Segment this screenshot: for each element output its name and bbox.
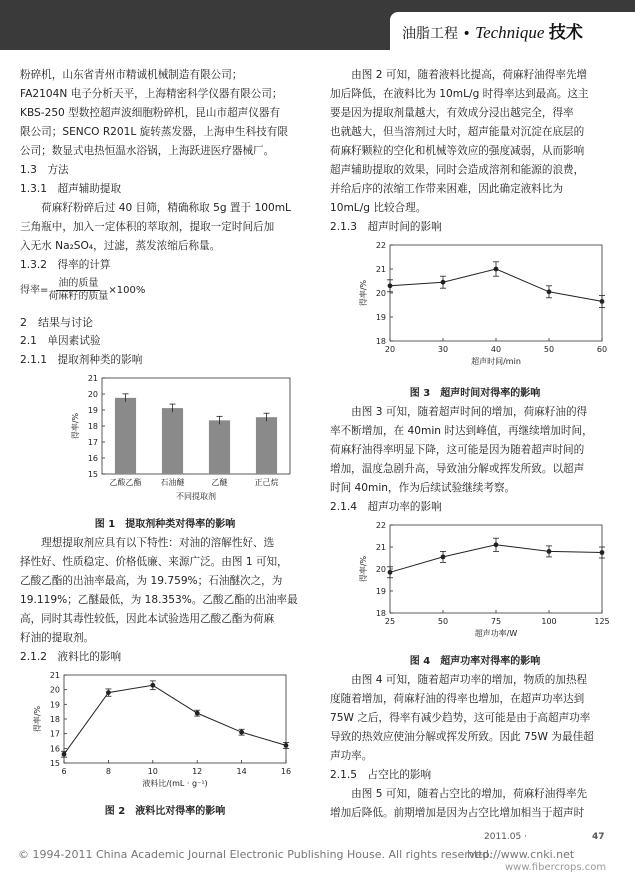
text-line: 粉碎机，山东省青州市精诚机械制造有限公司； [20,69,243,81]
data-point [494,542,499,547]
formula-denominator: 荷麻籽的质量 [48,290,109,302]
text-line: 导致的热效应使油分解或挥发所致。因此 75W 为最佳超 [330,731,594,743]
intro-equipment [20,66,310,161]
y-tick-label: 19 [375,587,386,596]
fig4-caption: 图 4 超声功率对得率的影响 [409,656,541,667]
x-tick-label: 16 [280,767,292,776]
y-tick-label: 17 [87,438,98,447]
bar [209,420,230,474]
text-line: 荷麻籽颗粒的空化和机械等效应的强度减弱，从而影响 [330,145,585,157]
text-line: 增加，温度急剧升高，导致油分解或挥发所致。以超声 [330,463,585,475]
text-line: 时间 40min，作为后续试验继续考察。 [330,482,516,494]
x-tick-label: 14 [236,767,247,776]
y-tick-label: 21 [375,543,386,552]
data-point [150,683,155,688]
header-section: 油脂工程 [402,26,458,42]
data-point [547,289,552,294]
y-tick-label: 19 [49,700,60,710]
text-line: 增加后降低。前期增加是因为占空比增加相当于超声时 [330,807,585,819]
text-line: FA2104N 电子分析天平，上海精密科学仪器有限公司； [20,88,283,100]
x-tick-label: 25 [384,617,396,626]
text-line: 率不断增加，在 40min 时达到峰值，再继续增加时间， [330,425,593,437]
x-tick-label: 60 [596,345,608,354]
fig1-chart [20,370,310,508]
formula-multiplier: ×100% [108,284,146,296]
y-tick-label: 21 [49,671,60,680]
section-heading: 2.1.4 超声功率的影响 [330,501,442,513]
x-tick-label: 8 [105,767,111,776]
text-line: 限公司；SENCO R201L 旋转蒸发器，上海申生科技有限 [20,126,288,138]
figure-4 [330,517,620,671]
header-brand-cn: 技术 [548,23,583,43]
section-heading: 1.3.1 超声辅助提取 [20,183,122,195]
text-line: 择性好、性质稳定、价格低廉、来源广泛。由图 1 可知， [20,556,288,568]
x-axis-label: 液料比/(mL · g⁻¹) [142,779,208,788]
left-column [20,66,310,821]
bar [115,398,136,474]
section-heading: 2.1.2 液料比的影响 [20,651,122,663]
y-tick-label: 17 [49,729,60,739]
section-heading: 2.1 单因素试验 [20,335,101,347]
text-line: KBS-250 型数控超声波细胞粉碎机，昆山市超声仪器有 [20,107,281,119]
text-line: 并给后序的浓缩工作带来困难，因此确定液料比为 [330,183,564,195]
fig2-chart [20,667,310,795]
text-line: 入无水 Na₂SO₄，过滤，蒸发浓缩后称量。 [20,240,221,252]
text-line: 要是因为提取剂量越大，有效成分浸出越完全，得率 [330,107,574,119]
y-tick-label: 16 [49,744,60,754]
text-line: 由图 2 可知，随着液料比提高，荷麻籽油得率先增 [330,69,588,81]
series-line [64,685,286,754]
y-tick-label: 21 [87,374,98,383]
text-line: 三角瓶中，加入一定体积的萃取剂，提取一定时间后加 [20,221,275,233]
data-point [284,743,289,748]
x-tick-label: 100 [541,617,557,626]
y-tick-label: 18 [375,337,386,346]
formula-fraction [48,278,108,303]
fig3-caption: 图 3 超声时间对得率的影响 [409,388,541,399]
copyright-notice: © 1994-2011 China Academic Journal Electronic Publishing House. All rights reserved. [18,848,493,861]
x-tick-label: 20 [384,345,396,354]
footer [0,832,635,875]
data-point [600,299,605,304]
x-tick-label: 30 [437,345,449,354]
fig1-caption: 图 1 提取剂种类对得率的影响 [94,519,236,530]
data-point [547,549,552,554]
x-tick-label: 乙酸乙酯 [109,478,142,487]
fig2-caption: 图 2 液料比对得率的影响 [104,806,226,817]
bar [162,408,183,474]
plot-frame [64,675,286,763]
y-tick-label: 15 [87,470,98,479]
section-heading: 2.1.3 超声时间的影响 [330,221,442,233]
figure-1 [20,370,310,534]
x-axis-label: 超声功率/W [474,629,518,638]
y-tick-label: 20 [49,685,60,695]
y-tick-label: 18 [87,422,98,431]
plot-frame [390,245,602,341]
x-tick-label: 乙醚 [211,478,228,487]
x-tick-label: 75 [490,617,502,626]
data-point [388,570,393,575]
text-line: 75W 之后，得率有减少趋势，这可能是由于高超声功率 [330,712,591,724]
text-line: 也就越大，但当溶剂过大时，超声能量对沉淀在底层的 [330,126,585,138]
text-line: 高，同时其毒性较低，因此本试验选用乙酸乙酯为荷麻 [20,613,275,625]
data-point [106,690,111,695]
page-number: 47 [592,832,605,842]
y-axis-label: 得率/% [71,412,80,440]
section-heading: 1.3 方法 [20,164,69,176]
fig4-chart [330,517,620,645]
y-tick-label: 15 [49,759,60,768]
y-tick-label: 20 [375,289,386,298]
text-line: 10mL/g 比较合理。 [330,202,427,214]
x-tick-label: 50 [543,345,555,354]
x-tick-label: 50 [437,617,449,626]
figure-2 [20,667,310,821]
text-line: 乙酸乙酯的出油率最高，为 19.759%；石油醚次之，为 [20,575,283,587]
text-line: 声功率。 [330,750,373,762]
text-line: 度随着增加，荷麻籽油的得率也增加，在超声功率达到 [330,693,585,705]
cnki-link[interactable]: http://www.cnki.net [467,848,575,861]
header-bullet: • [462,26,471,42]
data-point [239,730,244,735]
y-tick-label: 19 [87,406,98,415]
x-tick-label: 40 [490,345,502,354]
formula-lhs: 得率= [20,284,49,296]
text-line: 加后降低，在液料比为 10mL/g 时得率达到最高。这主 [330,88,589,100]
section-heading: 2.1.1 提取剂种类的影响 [20,354,143,366]
figure-3 [330,237,620,403]
data-point [388,283,393,288]
text-line: 荷麻籽油得率明显下降，这可能是因为随着超声时间的 [330,444,585,456]
yield-formula [20,275,310,305]
data-point [195,711,200,716]
x-tick-label: 石油醚 [160,478,185,487]
text-line: 由图 3 可知，随着超声时间的增加，荷麻籽油的得 [330,406,588,418]
bar [256,417,277,474]
fig3-chart [330,237,620,377]
data-point [494,267,499,272]
header-brand-rest: echnique [483,23,545,42]
x-tick-label: 6 [61,767,67,776]
y-axis-label: 得率/% [359,555,368,583]
y-tick-label: 20 [375,565,386,574]
section-heading: 2 结果与讨论 [20,316,93,329]
y-axis-label: 得率/% [33,705,42,733]
text-line: 荷麻籽粉碎后过 40 目筛，精确称取 5g 置于 100mL [20,202,291,214]
y-tick-label: 22 [375,241,386,250]
section-heading: 1.3.2 得率的计算 [20,259,111,271]
text-line: 理想提取剂应具有以下特性：对油的溶解性好、选 [20,537,275,549]
section-heading: 2.1.5 占空比的影响 [330,769,432,781]
x-tick-label: 12 [192,767,203,776]
y-tick-label: 19 [375,313,386,322]
x-axis-label: 超声时间/min [471,357,521,366]
data-point [441,555,446,560]
y-tick-label: 18 [375,609,386,618]
formula-numerator: 油的质量 [58,277,99,289]
watermark: www.fibercrops.com [505,862,607,873]
y-tick-label: 18 [49,715,60,724]
y-tick-label: 22 [375,521,386,530]
right-column [330,66,620,823]
x-tick-label: 125 [594,617,610,626]
journal-header [402,18,583,43]
text-line: 19.119%；乙醚最低，为 18.353%。乙酸乙酯的出油率最 [20,594,298,606]
text-line: 由图 4 可知，随着超声功率的增加，物质的加热程 [330,674,588,686]
data-point [62,752,67,757]
y-axis-label: 得率/% [359,279,368,307]
header-brand-t: T [475,23,484,42]
y-tick-label: 16 [87,454,98,463]
y-tick-label: 20 [87,390,98,399]
x-axis-label: 不同提取剂 [176,492,216,501]
y-tick-label: 21 [375,265,386,274]
data-point [441,280,446,285]
text-line: 公司；数显式电热恒温水浴锅，上海跃进医疗器械厂。 [20,145,275,157]
text-line: 超声辅助提取的效果，同时会造成溶剂和能源的浪费， [330,164,585,176]
issue-date: 2011.05 · [484,832,527,842]
text-line: 籽油的提取剂。 [20,632,95,644]
text-line: 由图 5 可知，随着占空比的增加，荷麻籽油得率先 [330,788,588,800]
x-tick-label: 正己烷 [254,478,279,487]
x-tick-label: 10 [147,767,158,776]
data-point [600,550,605,555]
